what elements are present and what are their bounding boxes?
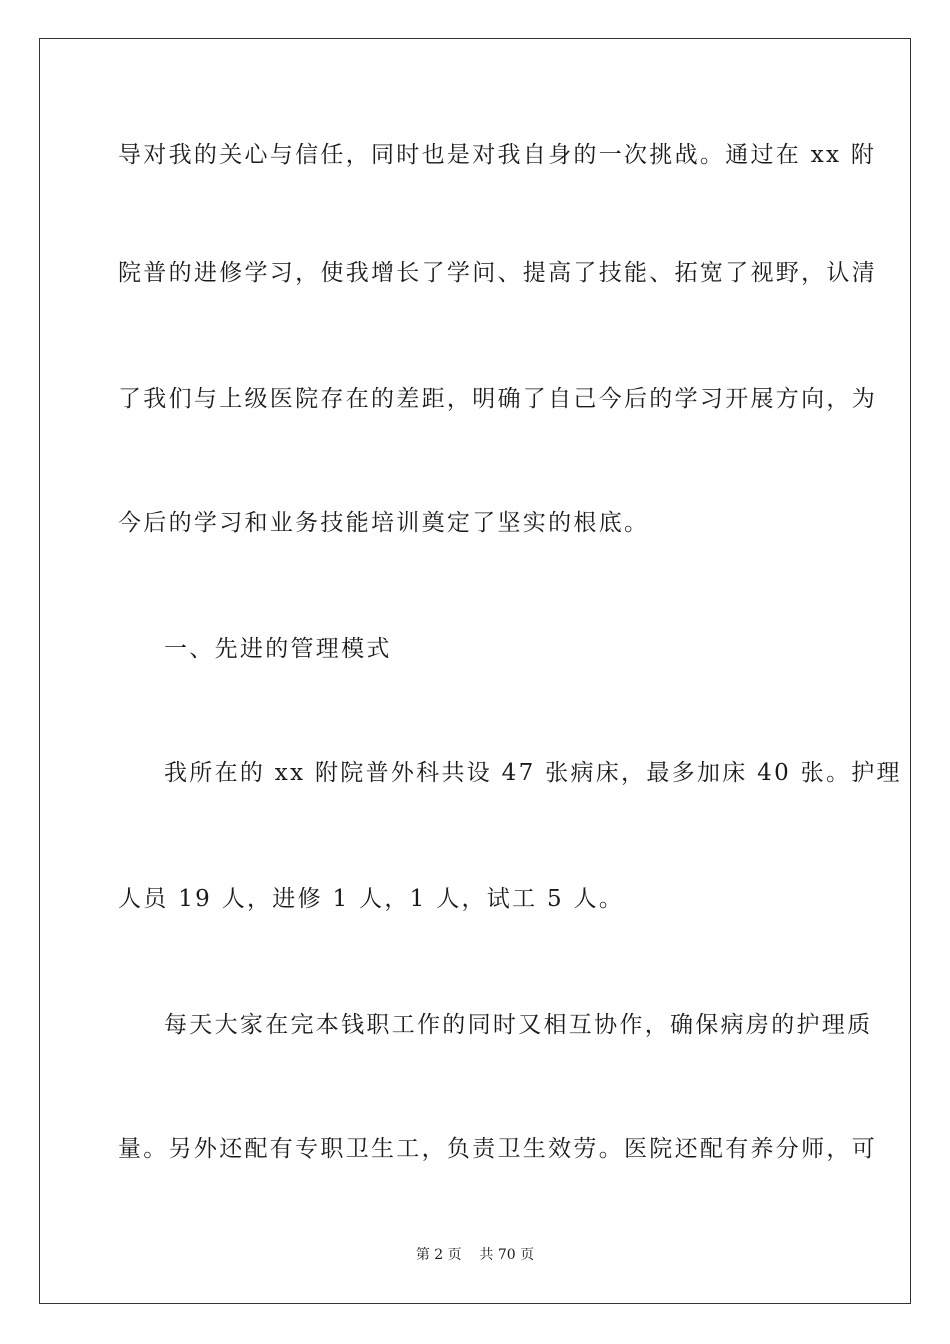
text-line: 院普的进修学习，使我增长了学问、提高了技能、拓宽了视野，认清 xyxy=(118,260,877,286)
page-border xyxy=(39,38,911,1304)
text-line: 导对我的关心与信任，同时也是对我自身的一次挑战。通过在 xx 附 xyxy=(118,142,877,168)
text-line: 今后的学习和业务技能培训奠定了坚实的根底。 xyxy=(118,510,650,536)
text-line: 量。另外还配有专职卫生工，负责卫生效劳。医院还配有养分师，可 xyxy=(118,1136,877,1162)
section-heading: 一、先进的管理模式 xyxy=(164,636,392,662)
text-line: 我所在的 xx 附院普外科共设 47 张病床，最多加床 40 张。护理 xyxy=(164,760,902,786)
page-footer: 第 2 页 共 70 页 xyxy=(415,1247,535,1263)
text-line: 人员 19 人，进修 1 人，1 人，试工 5 人。 xyxy=(118,886,625,912)
text-line: 每天大家在完本钱职工作的同时又相互协作，确保病房的护理质 xyxy=(164,1012,873,1038)
text-line: 了我们与上级医院存在的差距，明确了自己今后的学习开展方向，为 xyxy=(118,386,877,412)
